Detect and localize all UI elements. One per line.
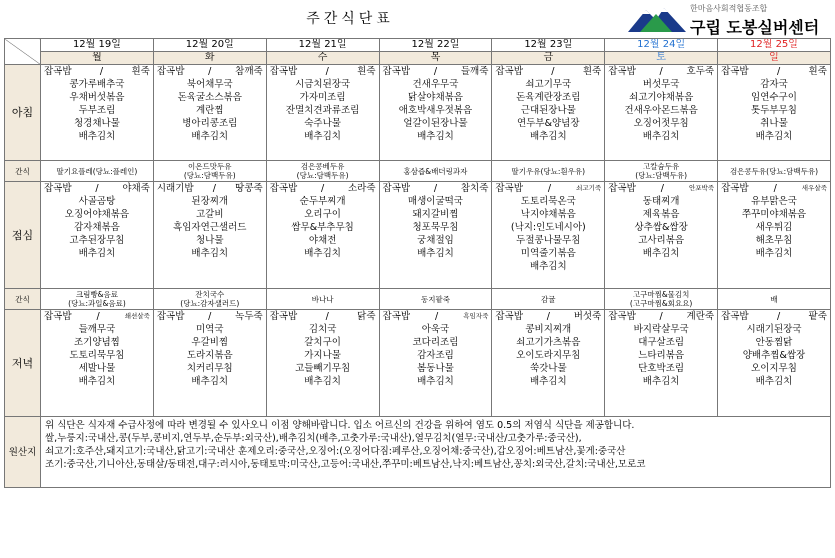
origin-note-line: 위 식단은 식자재 수급사정에 따라 변경될 수 있사오니 이점 양해바랍니다. 입소 어르신의 건강을 위하여 염도 0.5의 저염식 식단을 제공합니다.: [45, 420, 635, 431]
rice-label: 잡곡밥: [721, 311, 749, 322]
menu-item: 감자채볶음: [73, 222, 120, 233]
menu-item: 미역국: [196, 324, 224, 335]
dinner-day-cell: [153, 310, 266, 417]
menu-item: 배추김치: [642, 131, 680, 142]
separator: /: [325, 66, 329, 77]
menu-item: 도라지볶음: [186, 350, 233, 361]
menu-item: 배추김치: [417, 131, 454, 142]
breakfast-day-cell: [492, 65, 605, 161]
menu-item: 오이도라지무침: [516, 350, 581, 361]
menu-item: 연두부&양념장: [517, 118, 580, 129]
menu-item: 대구살조림: [638, 337, 685, 348]
porridge-label: 팥죽: [808, 311, 827, 322]
separator: /: [659, 311, 663, 322]
separator: /: [659, 66, 663, 77]
breakfast-day-cell: [153, 65, 266, 161]
menu-item: 배추김치: [304, 248, 341, 259]
breakfast-day-cell: [41, 65, 154, 161]
porridge-label: 소라죽: [348, 183, 376, 194]
menu-item: 감자조림: [417, 350, 454, 361]
rice-porridge-line: [154, 65, 266, 78]
menu-item: 배추김치: [529, 131, 567, 142]
weekday-cell: 금: [492, 52, 605, 65]
dinner-label: 저녁: [5, 310, 41, 417]
rice-label: 잡곡밥: [721, 183, 749, 194]
menu-item: 유부맑은국: [751, 196, 797, 207]
menu-item: 우채버섯볶음: [69, 92, 125, 103]
rice-label: 잡곡밥: [495, 66, 523, 77]
org-name: 구립 도봉실버센터: [690, 18, 820, 37]
menu-item: 취나물: [760, 118, 788, 129]
menu-item: 갈치구이: [304, 337, 341, 348]
menu-item: 도토리묵온국: [520, 196, 576, 207]
menu-item: 배추김치: [417, 376, 454, 387]
menu-item: 오징어야채볶음: [64, 209, 130, 220]
menu-item: 숙주나물: [304, 118, 341, 129]
porridge-label: 들깨죽: [460, 66, 489, 77]
menu-item: 잔멸치견과류조림: [285, 105, 360, 116]
weekday-cell: 수: [266, 52, 379, 65]
porridge-label: 새우살죽: [801, 184, 827, 192]
separator: /: [776, 311, 781, 322]
breakfast-day-cell: [605, 65, 718, 161]
rice-porridge-line: [380, 310, 492, 323]
breakfast-day-cell: [718, 65, 831, 161]
snack-pm-label: 간식: [5, 289, 41, 310]
snack-cell: 바나나: [266, 289, 379, 310]
menu-item: 배추김치: [755, 376, 793, 387]
date-cell: 12월 19일: [41, 39, 154, 52]
menu-item: 배추김치: [642, 376, 680, 387]
porridge-label: 땅콩죽: [235, 183, 263, 194]
date-row: [5, 39, 831, 52]
menu-item: 가자미조림: [299, 92, 346, 103]
date-cell: 12월 24일: [605, 39, 718, 52]
separator: /: [99, 66, 104, 77]
rice-label: 잡곡밥: [608, 66, 636, 77]
porridge-label: 야채죽: [122, 183, 150, 194]
rice-porridge-line: [41, 182, 153, 195]
menu-item: 김치국: [308, 324, 337, 335]
origin-note: [41, 417, 831, 488]
snack-cell: 배: [718, 289, 831, 310]
menu-item: 배추김치: [417, 248, 454, 259]
menu-item: 버섯무국: [642, 79, 680, 90]
snack-cell: 고칼슘두유 (당뇨:담백두유): [605, 161, 718, 182]
separator: /: [96, 311, 100, 322]
menu-item: 고사리볶음: [638, 235, 685, 246]
origin-note-row: [5, 417, 831, 488]
lunch-day-cell: [718, 182, 831, 289]
weekly-menu-table: [4, 38, 831, 488]
snack-cell: 이온드맛두유 (당뇨:담백두유): [153, 161, 266, 182]
breakfast-day-cell: [266, 65, 379, 161]
snack-cell: 검은콩두유(당뇨:담백두유): [718, 161, 831, 182]
rice-label: 잡곡밥: [382, 183, 411, 194]
date-cell: 12월 25일: [718, 39, 831, 52]
rice-label: 잡곡밥: [156, 66, 185, 77]
dinner-day-cell: [41, 310, 154, 417]
dinner-day-cell: [492, 310, 605, 417]
menu-item: 청나물: [196, 235, 224, 246]
menu-item: 동태찌개: [642, 196, 680, 207]
porridge-label: 호두죽: [686, 66, 715, 77]
separator: /: [433, 183, 438, 194]
dinner-day-cell: [379, 310, 492, 417]
menu-item: 북어채무국: [186, 79, 233, 90]
menu-item: 조기양념찜: [73, 337, 120, 348]
menu-item: 계란찜: [196, 105, 224, 116]
page-title: 주간식단표: [306, 11, 394, 27]
rice-label: 잡곡밥: [269, 311, 298, 322]
rice-porridge-line: [718, 310, 830, 323]
corner-cell: [5, 39, 41, 65]
rice-porridge-line: [154, 310, 266, 323]
rice-porridge-line: [267, 182, 379, 195]
porridge-label: 닭죽: [357, 311, 376, 322]
menu-item: 낙지야채볶음: [520, 209, 576, 220]
menu-item: 들깨무국: [78, 324, 116, 335]
porridge-label: 흑임자죽: [463, 312, 489, 320]
menu-item: 시금치된장국: [295, 79, 351, 90]
snack-am-row: [5, 161, 831, 182]
snack-pm-row: [5, 289, 831, 310]
rice-label: 잡곡밥: [721, 66, 749, 77]
separator: /: [546, 311, 550, 322]
snack-cell: 감귤: [492, 289, 605, 310]
porridge-label: 녹두죽: [235, 311, 263, 322]
menu-item: 오이지무침: [751, 363, 797, 374]
menu-item: 콩가루배추국: [69, 79, 125, 90]
origin-note-line: 쌀,누룽지:국내산,콩(두부,콩비지,연두부,순두부:외국산),배추김치(배추,고춧가루:국내산),열무김치(열무:국내산/고춧가루:중국산),: [45, 433, 582, 444]
org-subtitle: 한마음사회적협동조합: [690, 4, 768, 13]
menu-item: 미역줄기볶음: [520, 248, 576, 259]
menu-item: 아욱국: [421, 324, 450, 335]
weekday-cell: 화: [153, 52, 266, 65]
lunch-day-cell: [153, 182, 266, 289]
menu-item: 돈육굴소스볶음: [177, 92, 242, 103]
lunch-label: 점심: [5, 182, 41, 289]
header: [0, 0, 835, 38]
menu-item: 시래기된장국: [746, 324, 802, 335]
rice-porridge-line: [380, 182, 492, 195]
menu-item: 배추김치: [78, 248, 116, 259]
date-cell: 12월 22일: [379, 39, 492, 52]
porridge-label: 쇄션살죽: [124, 312, 150, 320]
menu-item: 배추김치: [191, 248, 229, 259]
rice-porridge-line: [492, 310, 604, 323]
rice-porridge-line: [154, 182, 266, 195]
menu-item: 배추김치: [78, 131, 116, 142]
menu-item: 톳두부무침: [751, 105, 797, 116]
menu-item: 도토리묵무침: [69, 350, 125, 361]
menu-item: 배추김치: [642, 248, 680, 259]
snack-cell: 동지팥죽: [379, 289, 492, 310]
porridge-label: 안포박죽: [688, 184, 715, 192]
menu-item: 병아리콩조림: [182, 118, 238, 129]
menu-item: 단호박조림: [638, 363, 685, 374]
rice-label: 잡곡밥: [608, 311, 636, 322]
menu-item: 배추김치: [304, 376, 341, 387]
menu-item: 봄동나물: [417, 363, 454, 374]
lunch-day-cell: [41, 182, 154, 289]
porridge-label: 흰죽: [582, 66, 602, 77]
menu-item: 순두부찌개: [299, 196, 346, 207]
menu-item: 사골곰탕: [78, 196, 116, 207]
lunch-day-cell: [266, 182, 379, 289]
menu-item: 코다리조림: [412, 337, 459, 348]
menu-item: 쇠고기가츠볶음: [516, 337, 581, 348]
snack-cell: 크림빵&음료 (당뇨:과일&음료): [41, 289, 154, 310]
separator: /: [660, 183, 664, 194]
separator: /: [212, 183, 216, 194]
separator: /: [325, 311, 329, 322]
menu-item: 궁채절임: [417, 235, 454, 246]
menu-item: 애호박새우젓볶음: [398, 105, 473, 116]
menu-item: 새우튀김: [755, 222, 793, 233]
weekday-row: [5, 52, 831, 65]
porridge-label: 버섯죽: [573, 311, 602, 322]
menu-item: 쇠고기야채볶음: [629, 92, 694, 103]
weekday-cell: 일: [718, 52, 831, 65]
menu-item: 상추쌈&쌈장: [634, 222, 688, 233]
rice-label: 잡곡밥: [269, 66, 298, 77]
menu-item: 우갈비찜: [191, 337, 229, 348]
rice-label: 시래기밥: [156, 183, 194, 194]
rice-porridge-line: [41, 65, 153, 78]
snack-cell: 검은콩베두유 (당뇨:담백두유): [266, 161, 379, 182]
rice-porridge-line: [267, 310, 379, 323]
menu-item: 쌈무&부추무침: [291, 222, 354, 233]
rice-label: 잡곡밥: [44, 311, 72, 322]
menu-item: 청경채나물: [73, 118, 120, 129]
origin-note-line: 쇠고기:호주산,돼지고기:국내산,닭고기:국내산 훈제오리:중국산,오징어:(오징어다짐:페루산,오징어채:중국산),갑오징어:베트남산,꽃게:중국산: [45, 446, 626, 457]
menu-item: 닭살야채볶음: [407, 92, 463, 103]
menu-item: 양배추찜&쌈장: [742, 350, 806, 361]
separator: /: [208, 66, 212, 77]
menu-item: 쭈꾸미야채볶음: [741, 209, 807, 220]
breakfast-day-cell: [379, 65, 492, 161]
menu-item: 두절콩나물무침: [516, 235, 581, 246]
porridge-label: 흰죽: [131, 66, 150, 77]
menu-item: 두부조림: [78, 105, 116, 116]
lunch-row: [5, 182, 831, 289]
menu-item: 배추김치: [78, 376, 116, 387]
menu-item: 야채전: [308, 235, 337, 246]
menu-item: 오징어젓무침: [633, 118, 689, 129]
date-cell: 12월 21일: [266, 39, 379, 52]
menu-item: 감자국: [760, 79, 788, 90]
porridge-label: 계란죽: [686, 311, 715, 322]
origin-note-line: 조기:중국산,기니아산,동태살/동태전,대구:러시아,동태토막:미국산,고등어:국내산,쭈꾸미:베트남산,낙지:베트남산,꽁치:외국산,갈치:국내산,모로코: [45, 459, 646, 470]
rice-label: 잡곡밥: [44, 66, 72, 77]
lunch-day-cell: [492, 182, 605, 289]
rice-porridge-line: [718, 65, 830, 78]
separator: /: [208, 311, 212, 322]
menu-item: 배추김치: [755, 248, 793, 259]
menu-item: 근대된장나물: [520, 105, 576, 116]
breakfast-label: 아침: [5, 65, 41, 161]
menu-item: 느타리볶음: [638, 350, 685, 361]
rice-label: 잡곡밥: [608, 183, 636, 194]
weekday-cell: 월: [41, 52, 154, 65]
rice-porridge-line: [267, 65, 379, 78]
snack-cell: 딸기우유(당뇨:흰우유): [492, 161, 605, 182]
menu-item: 오리구이: [304, 209, 341, 220]
menu-item: 배추김치: [755, 131, 793, 142]
rice-label: 잡곡밥: [495, 183, 523, 194]
porridge-label: 참깨죽: [235, 66, 263, 77]
rice-label: 잡곡밥: [156, 311, 185, 322]
dinner-day-cell: [718, 310, 831, 417]
separator: /: [433, 66, 438, 77]
snack-cell: 잔치국수 (당뇨:감자샐러드): [153, 289, 266, 310]
menu-item: 제육볶음: [642, 209, 680, 220]
rice-porridge-line: [605, 65, 717, 78]
menu-item: 쇠고기무국: [525, 79, 572, 90]
menu-item: 바지락살무국: [633, 324, 689, 335]
rice-label: 잡곡밥: [495, 311, 523, 322]
rice-porridge-line: [605, 182, 717, 195]
menu-item: 콩비지찌개: [525, 324, 572, 335]
separator: /: [321, 183, 325, 194]
menu-item: 해초무침: [755, 235, 793, 246]
menu-item: 세발나물: [78, 363, 116, 374]
origin-label: 원산지: [5, 417, 41, 488]
snack-cell: 홍삼즙&배더링과자: [379, 161, 492, 182]
snack-am-label: 간식: [5, 161, 41, 182]
dinner-day-cell: [266, 310, 379, 417]
date-cell: 12월 23일: [492, 39, 605, 52]
menu-item: 된장찌개: [191, 196, 229, 207]
menu-item: 얼갈이된장나물: [403, 118, 468, 129]
dinner-day-cell: [605, 310, 718, 417]
menu-item: 쑥갓나물: [529, 363, 567, 374]
separator: /: [95, 183, 99, 194]
menu-item: (낙지:인도네시아): [510, 222, 586, 233]
menu-item: 배추김치: [304, 131, 341, 142]
dinner-row: [5, 310, 831, 417]
menu-item: 치커리무침: [186, 363, 233, 374]
porridge-label: 흰죽: [357, 66, 376, 77]
porridge-label: 참치죽: [460, 183, 489, 194]
rice-label: 잡곡밥: [382, 66, 411, 77]
separator: /: [776, 66, 781, 77]
weekday-cell: 목: [379, 52, 492, 65]
rice-porridge-line: [492, 182, 604, 195]
porridge-label: 흰죽: [808, 66, 827, 77]
menu-item: 흑임자연근샐러드: [173, 222, 247, 233]
rice-label: 잡곡밥: [382, 311, 411, 322]
rice-porridge-line: [492, 65, 604, 78]
date-cell: 12월 20일: [153, 39, 266, 52]
menu-item: 배추김치: [191, 376, 229, 387]
separator: /: [547, 183, 552, 194]
rice-porridge-line: [718, 182, 830, 195]
menu-item: 고갈비: [196, 209, 224, 220]
menu-item: 건새우무국: [412, 79, 459, 90]
separator: /: [551, 66, 555, 77]
menu-item: 안동찜닭: [755, 337, 793, 348]
menu-item: 배추김치: [529, 376, 567, 387]
menu-item: 고들빼기무침: [295, 363, 351, 374]
menu-item: 건새우아몬드볶음: [624, 105, 698, 116]
menu-item: 돈육계란장조림: [516, 92, 581, 103]
menu-item: 가지나물: [304, 350, 341, 361]
menu-item: 배추김치: [529, 261, 567, 272]
porridge-label: 쇠고기죽: [576, 184, 602, 192]
breakfast-row: [5, 65, 831, 161]
separator: /: [773, 183, 777, 194]
menu-item: 매생이굴떡국: [407, 196, 463, 207]
menu-item: 돼지갈비찜: [412, 209, 459, 220]
menu-item: 임연수구이: [751, 92, 797, 103]
weekday-cell: 토: [605, 52, 718, 65]
menu-item: 배추김치: [191, 131, 229, 142]
rice-label: 잡곡밥: [269, 183, 298, 194]
rice-porridge-line: [605, 310, 717, 323]
mountain-logo-icon: [626, 2, 688, 34]
rice-porridge-line: [41, 310, 153, 323]
rice-porridge-line: [380, 65, 492, 78]
menu-item: 청포묵무침: [412, 222, 459, 233]
lunch-day-cell: [379, 182, 492, 289]
lunch-day-cell: [605, 182, 718, 289]
snack-cell: 딸기요플레(당뇨:플레인): [41, 161, 154, 182]
snack-cell: 고구마찜&물김치 (고구마찜&회요요): [605, 289, 718, 310]
menu-item: 고추된장무침: [69, 235, 125, 246]
rice-label: 잡곡밥: [44, 183, 72, 194]
separator: /: [435, 311, 439, 322]
